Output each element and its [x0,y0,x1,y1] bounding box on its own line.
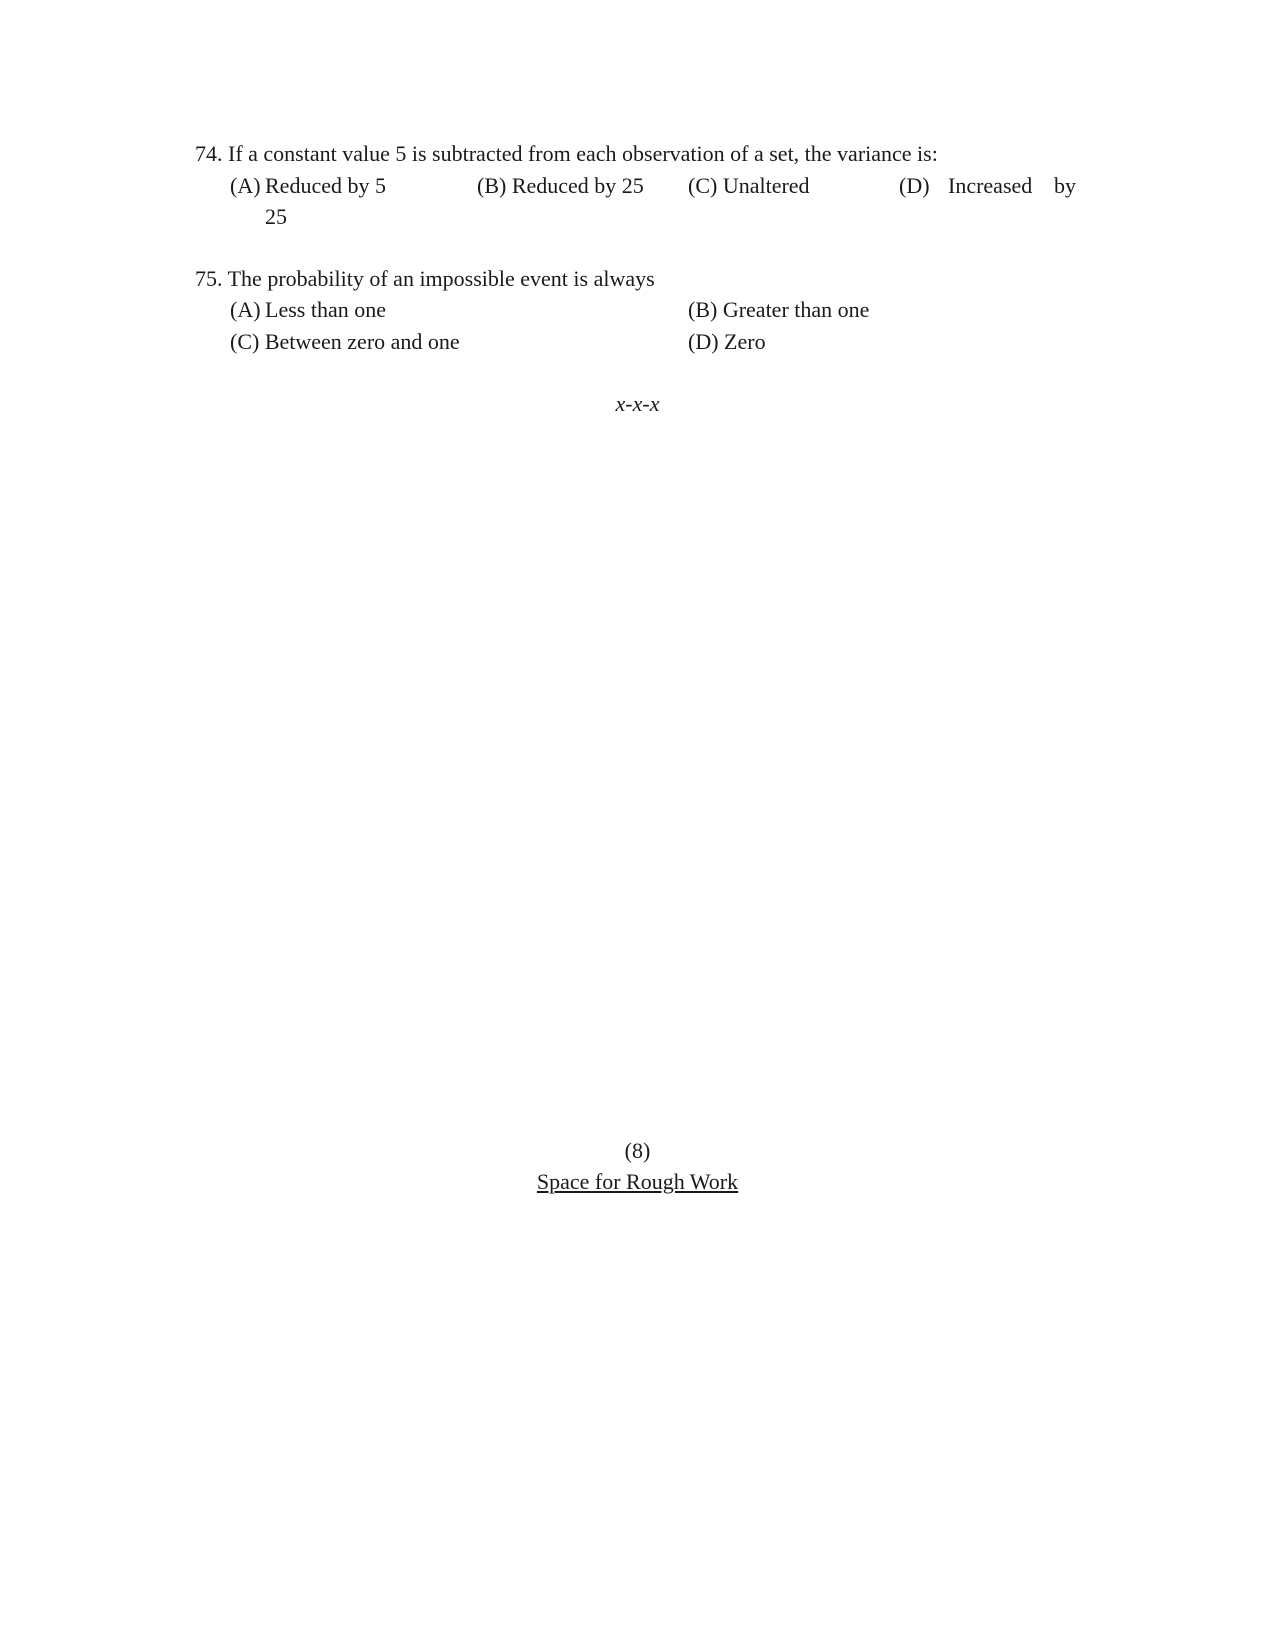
option-d-word: Increased [948,173,1033,198]
option-a-text: Less than one [265,297,386,322]
option-c: (C) Unaltered [688,173,810,198]
question-number: 74. [195,141,223,166]
question-number: 75. [195,266,223,291]
option-d: (D) Zero [688,329,766,354]
option-d-word: by [1054,173,1076,198]
option-a-letter: (A) [230,297,261,322]
option-d-letter: (D) [899,173,930,198]
option-b: (B) Reduced by 25 [477,173,644,198]
option-a-letter: (A) [230,173,261,198]
question-text: If a constant value 5 is subtracted from each observation of a set, the variance is: [228,141,938,166]
option-a-text: Reduced by 5 [265,173,386,198]
page-number: (8) [624,1138,651,1163]
end-mark: x-x-x [615,391,660,416]
option-c: (C) Between zero and one [230,329,460,354]
question-text: The probability of an impossible event is always [227,266,655,291]
option-d-wrap: 25 [265,204,287,229]
rough-work-label [0,1167,1275,1197]
option-b: (B) Greater than one [688,297,870,322]
question-74 [195,139,938,169]
rough-work-text: Space for Rough Work [536,1169,739,1194]
question-75 [195,264,655,294]
